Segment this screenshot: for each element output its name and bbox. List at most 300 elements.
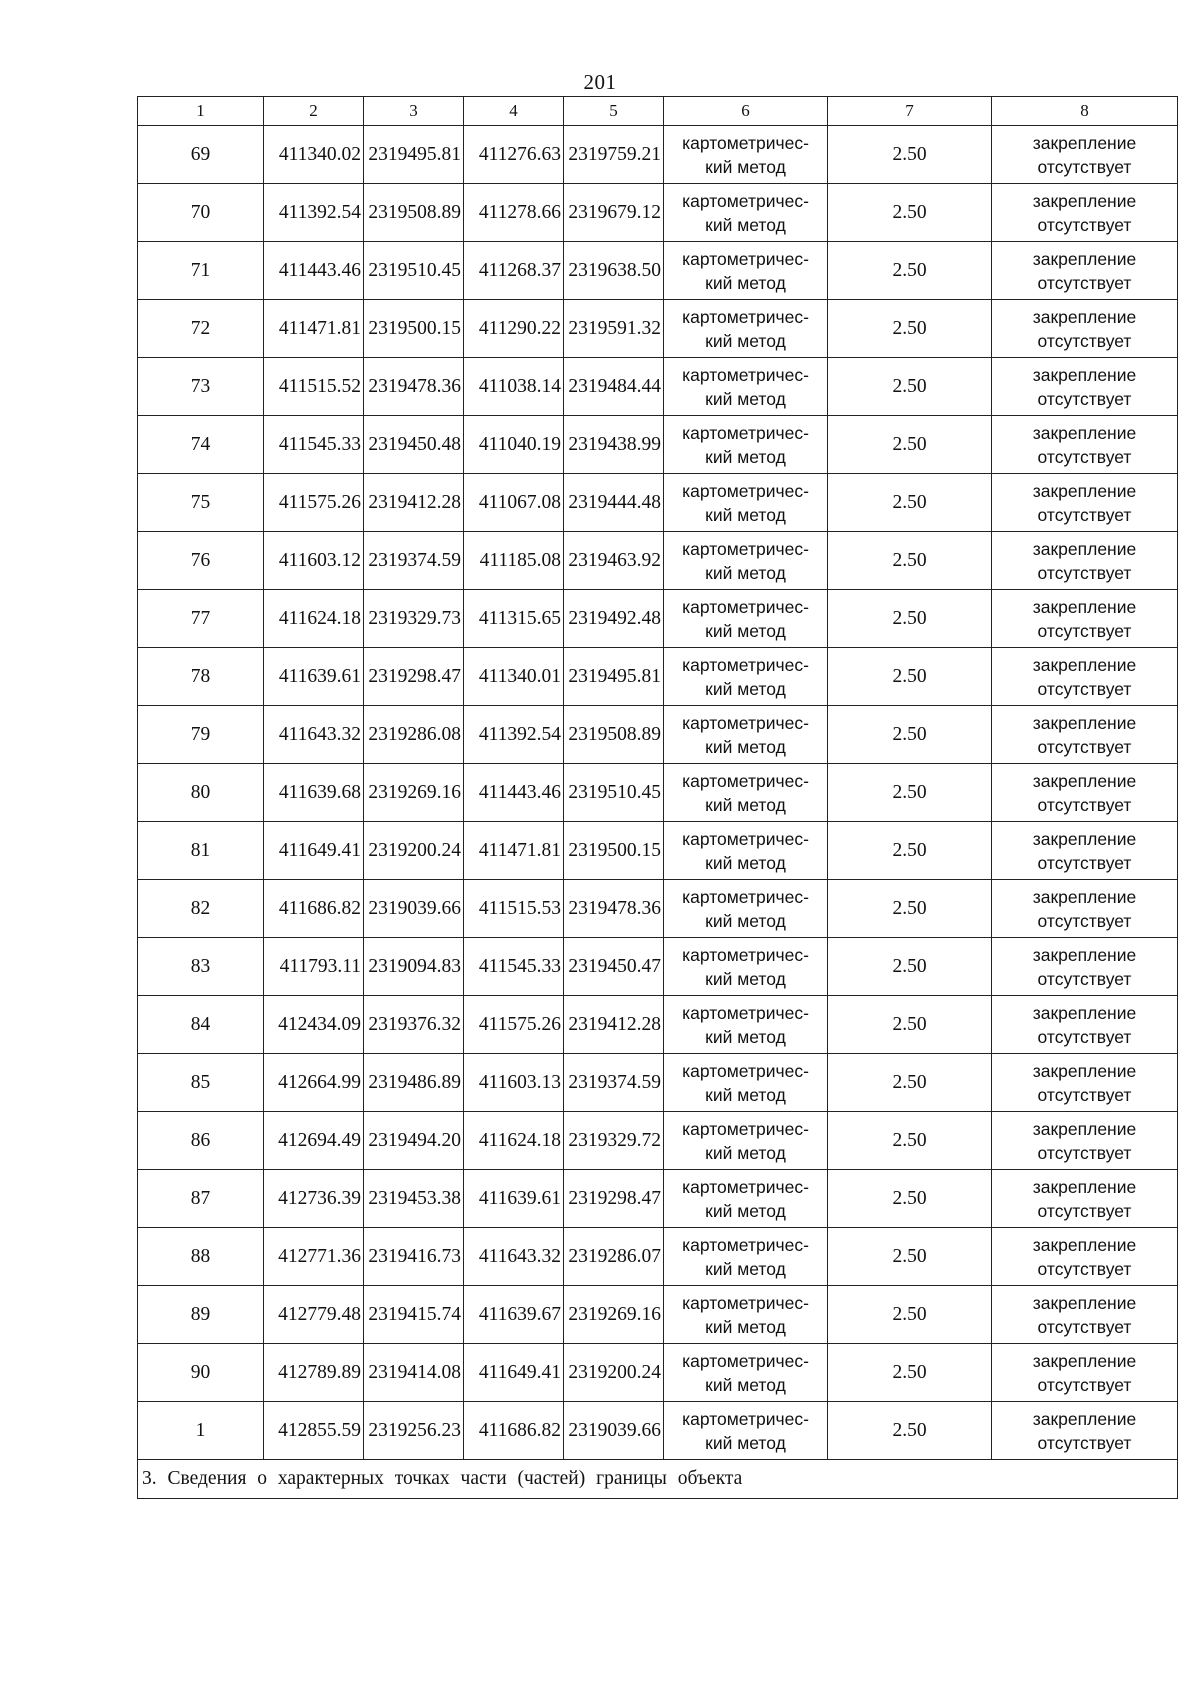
accuracy-cell: 2.50 bbox=[828, 648, 992, 706]
coordinate-cell: 2319679.12 bbox=[564, 184, 664, 242]
fixation-cell bbox=[992, 1054, 1178, 1112]
method-text: кий метод bbox=[705, 620, 786, 641]
method-text: кий метод bbox=[705, 678, 786, 699]
coordinate-cell: 2319508.89 bbox=[364, 184, 464, 242]
coordinate-cell: 411443.46 bbox=[264, 242, 364, 300]
coordinate-cell: 2319638.50 bbox=[564, 242, 664, 300]
method-cell bbox=[664, 474, 828, 532]
coordinate-cell: 2319450.48 bbox=[364, 416, 464, 474]
coordinate-cell: 2319200.24 bbox=[564, 1344, 664, 1402]
coordinate-cell: 411575.26 bbox=[264, 474, 364, 532]
fixation-text: отсутствует bbox=[1037, 1432, 1132, 1453]
coordinate-cell: 2319412.28 bbox=[564, 996, 664, 1054]
fixation-cell bbox=[992, 590, 1178, 648]
method-cell bbox=[664, 1228, 828, 1286]
accuracy-cell: 2.50 bbox=[828, 416, 992, 474]
point-number-cell: 69 bbox=[138, 126, 264, 184]
method-cell bbox=[664, 1344, 828, 1402]
coordinate-cell: 411340.02 bbox=[264, 126, 364, 184]
coordinate-cell: 2319478.36 bbox=[364, 358, 464, 416]
coordinate-cell: 2319495.81 bbox=[564, 648, 664, 706]
point-number-cell: 83 bbox=[138, 938, 264, 996]
coordinate-cell: 411038.14 bbox=[464, 358, 564, 416]
fixation-cell bbox=[992, 1344, 1178, 1402]
coordinate-cell: 2319450.47 bbox=[564, 938, 664, 996]
fixation-text: отсутствует bbox=[1037, 1026, 1132, 1047]
fixation-text: закрепление bbox=[1032, 1118, 1137, 1139]
fixation-text: закрепление bbox=[1032, 596, 1137, 617]
coordinate-cell: 411278.66 bbox=[464, 184, 564, 242]
coordinate-cell: 412694.49 bbox=[264, 1112, 364, 1170]
method-text: кий метод bbox=[705, 1258, 786, 1279]
point-number-cell: 74 bbox=[138, 416, 264, 474]
method-cell bbox=[664, 1112, 828, 1170]
coordinate-cell: 2319510.45 bbox=[364, 242, 464, 300]
coordinate-cell: 2319494.20 bbox=[364, 1112, 464, 1170]
coordinate-cell: 411624.18 bbox=[264, 590, 364, 648]
method-text: кий метод bbox=[705, 446, 786, 467]
coordinate-cell: 411643.32 bbox=[264, 706, 364, 764]
accuracy-cell: 2.50 bbox=[828, 126, 992, 184]
method-text: кий метод bbox=[705, 504, 786, 525]
point-number-cell: 80 bbox=[138, 764, 264, 822]
coordinate-cell: 2319414.08 bbox=[364, 1344, 464, 1402]
point-number-cell: 78 bbox=[138, 648, 264, 706]
coordinate-cell: 411686.82 bbox=[264, 880, 364, 938]
fixation-text: закрепление bbox=[1032, 132, 1137, 153]
coordinate-cell: 2319039.66 bbox=[564, 1402, 664, 1460]
fixation-cell bbox=[992, 1228, 1178, 1286]
page-number: 201 bbox=[583, 70, 617, 94]
coordinate-cell: 411392.54 bbox=[464, 706, 564, 764]
coordinate-cell: 2319484.44 bbox=[564, 358, 664, 416]
coordinate-cell: 2319486.89 bbox=[364, 1054, 464, 1112]
coordinate-cell: 411471.81 bbox=[464, 822, 564, 880]
point-number-cell: 82 bbox=[138, 880, 264, 938]
method-text: кий метод bbox=[705, 562, 786, 583]
method-text: кий метод bbox=[705, 272, 786, 293]
coordinate-cell: 411639.68 bbox=[264, 764, 364, 822]
method-text: картометричес- bbox=[682, 538, 809, 559]
coordinate-cell: 2319416.73 bbox=[364, 1228, 464, 1286]
fixation-text: отсутствует bbox=[1037, 620, 1132, 641]
coordinate-cell: 412736.39 bbox=[264, 1170, 364, 1228]
accuracy-cell: 2.50 bbox=[828, 1112, 992, 1170]
method-text: кий метод bbox=[705, 388, 786, 409]
coordinate-cell: 411185.08 bbox=[464, 532, 564, 590]
accuracy-cell: 2.50 bbox=[828, 474, 992, 532]
fixation-cell bbox=[992, 1112, 1178, 1170]
method-text: кий метод bbox=[705, 1200, 786, 1221]
method-cell bbox=[664, 242, 828, 300]
fixation-text: закрепление bbox=[1032, 1234, 1137, 1255]
table-row bbox=[138, 1286, 1178, 1344]
fixation-cell bbox=[992, 416, 1178, 474]
table-row bbox=[138, 1228, 1178, 1286]
method-text: кий метод bbox=[705, 214, 786, 235]
coordinate-cell: 2319492.48 bbox=[564, 590, 664, 648]
point-number-cell: 70 bbox=[138, 184, 264, 242]
method-text: картометричес- bbox=[682, 1234, 809, 1255]
fixation-text: закрепление bbox=[1032, 1292, 1137, 1313]
fixation-text: закрепление bbox=[1032, 886, 1137, 907]
method-text: кий метод bbox=[705, 910, 786, 931]
coordinate-cell: 411515.52 bbox=[264, 358, 364, 416]
fixation-text: отсутствует bbox=[1037, 330, 1132, 351]
method-text: кий метод bbox=[705, 1316, 786, 1337]
coordinate-cell: 412855.59 bbox=[264, 1402, 364, 1460]
fixation-text: отсутствует bbox=[1037, 1084, 1132, 1105]
method-cell bbox=[664, 764, 828, 822]
fixation-text: закрепление bbox=[1032, 190, 1137, 211]
method-text: кий метод bbox=[705, 156, 786, 177]
method-text: картометричес- bbox=[682, 1002, 809, 1023]
method-text: картометричес- bbox=[682, 1176, 809, 1197]
accuracy-cell: 2.50 bbox=[828, 300, 992, 358]
method-text: картометричес- bbox=[682, 654, 809, 675]
accuracy-cell: 2.50 bbox=[828, 764, 992, 822]
table-row bbox=[138, 880, 1178, 938]
section-heading: 3. Сведения о характерных точках части (частей) границы объекта bbox=[138, 1460, 1178, 1499]
coordinate-cell: 411639.67 bbox=[464, 1286, 564, 1344]
coordinate-cell: 411575.26 bbox=[464, 996, 564, 1054]
coordinate-cell: 411340.01 bbox=[464, 648, 564, 706]
coordinate-cell: 2319039.66 bbox=[364, 880, 464, 938]
table-row bbox=[138, 300, 1178, 358]
fixation-cell bbox=[992, 242, 1178, 300]
accuracy-cell: 2.50 bbox=[828, 358, 992, 416]
method-text: кий метод bbox=[705, 736, 786, 757]
fixation-text: закрепление bbox=[1032, 364, 1137, 385]
table-header-row bbox=[138, 97, 1178, 126]
method-cell bbox=[664, 996, 828, 1054]
fixation-cell bbox=[992, 358, 1178, 416]
table-row bbox=[138, 358, 1178, 416]
fixation-text: отсутствует bbox=[1037, 1258, 1132, 1279]
coordinate-cell: 411545.33 bbox=[264, 416, 364, 474]
coordinate-cell: 2319495.81 bbox=[364, 126, 464, 184]
method-cell bbox=[664, 358, 828, 416]
coordinate-cell: 411315.65 bbox=[464, 590, 564, 648]
coordinate-cell: 2319374.59 bbox=[564, 1054, 664, 1112]
fixation-text: отсутствует bbox=[1037, 562, 1132, 583]
point-number-cell: 86 bbox=[138, 1112, 264, 1170]
point-number-cell: 77 bbox=[138, 590, 264, 648]
fixation-cell bbox=[992, 822, 1178, 880]
fixation-text: закрепление bbox=[1032, 422, 1137, 443]
table-row bbox=[138, 822, 1178, 880]
coordinate-cell: 2319200.24 bbox=[364, 822, 464, 880]
column-header: 6 bbox=[664, 97, 828, 126]
fixation-text: закрепление bbox=[1032, 1002, 1137, 1023]
method-cell bbox=[664, 126, 828, 184]
coordinate-cell: 2319500.15 bbox=[564, 822, 664, 880]
column-header: 5 bbox=[564, 97, 664, 126]
method-cell bbox=[664, 300, 828, 358]
coordinate-cell: 411276.63 bbox=[464, 126, 564, 184]
method-text: картометричес- bbox=[682, 1292, 809, 1313]
fixation-cell bbox=[992, 474, 1178, 532]
coordinate-cell: 411040.19 bbox=[464, 416, 564, 474]
coordinate-cell: 2319374.59 bbox=[364, 532, 464, 590]
fixation-text: закрепление bbox=[1032, 1408, 1137, 1429]
method-text: картометричес- bbox=[682, 306, 809, 327]
method-text: картометричес- bbox=[682, 1408, 809, 1429]
table-row bbox=[138, 1112, 1178, 1170]
method-text: картометричес- bbox=[682, 1060, 809, 1081]
coordinate-cell: 2319478.36 bbox=[564, 880, 664, 938]
coordinate-cell: 411290.22 bbox=[464, 300, 564, 358]
coordinate-cell: 412779.48 bbox=[264, 1286, 364, 1344]
column-header: 7 bbox=[828, 97, 992, 126]
method-text: картометричес- bbox=[682, 1350, 809, 1371]
coordinate-cell: 2319759.21 bbox=[564, 126, 664, 184]
point-number-cell: 73 bbox=[138, 358, 264, 416]
accuracy-cell: 2.50 bbox=[828, 822, 992, 880]
table-row bbox=[138, 416, 1178, 474]
coordinate-cell: 412771.36 bbox=[264, 1228, 364, 1286]
method-cell bbox=[664, 706, 828, 764]
column-header: 2 bbox=[264, 97, 364, 126]
method-cell bbox=[664, 184, 828, 242]
fixation-cell bbox=[992, 1286, 1178, 1344]
method-cell bbox=[664, 416, 828, 474]
point-number-cell: 85 bbox=[138, 1054, 264, 1112]
column-header: 8 bbox=[992, 97, 1178, 126]
fixation-text: отсутствует bbox=[1037, 272, 1132, 293]
point-number-cell: 79 bbox=[138, 706, 264, 764]
method-text: картометричес- bbox=[682, 132, 809, 153]
method-text: картометричес- bbox=[682, 422, 809, 443]
fixation-cell bbox=[992, 706, 1178, 764]
table-row bbox=[138, 764, 1178, 822]
fixation-text: закрепление bbox=[1032, 538, 1137, 559]
accuracy-cell: 2.50 bbox=[828, 1054, 992, 1112]
column-header: 4 bbox=[464, 97, 564, 126]
fixation-cell bbox=[992, 126, 1178, 184]
coordinate-cell: 2319094.83 bbox=[364, 938, 464, 996]
method-text: кий метод bbox=[705, 968, 786, 989]
accuracy-cell: 2.50 bbox=[828, 532, 992, 590]
table-row bbox=[138, 1344, 1178, 1402]
table-row bbox=[138, 1402, 1178, 1460]
accuracy-cell: 2.50 bbox=[828, 1170, 992, 1228]
method-text: кий метод bbox=[705, 1084, 786, 1105]
fixation-cell bbox=[992, 996, 1178, 1054]
accuracy-cell: 2.50 bbox=[828, 996, 992, 1054]
coordinate-cell: 411686.82 bbox=[464, 1402, 564, 1460]
fixation-text: закрепление bbox=[1032, 944, 1137, 965]
accuracy-cell: 2.50 bbox=[828, 706, 992, 764]
coordinate-cell: 2319438.99 bbox=[564, 416, 664, 474]
coordinate-cell: 2319510.45 bbox=[564, 764, 664, 822]
coordinate-cell: 2319415.74 bbox=[364, 1286, 464, 1344]
method-cell bbox=[664, 880, 828, 938]
table-row bbox=[138, 996, 1178, 1054]
accuracy-cell: 2.50 bbox=[828, 590, 992, 648]
method-text: кий метод bbox=[705, 1432, 786, 1453]
fixation-text: отсутствует bbox=[1037, 852, 1132, 873]
table-row bbox=[138, 242, 1178, 300]
table-row bbox=[138, 126, 1178, 184]
method-cell bbox=[664, 1286, 828, 1344]
fixation-cell bbox=[992, 648, 1178, 706]
coordinate-cell: 2319453.38 bbox=[364, 1170, 464, 1228]
method-text: картометричес- bbox=[682, 886, 809, 907]
method-text: кий метод bbox=[705, 1026, 786, 1047]
coordinate-cell: 2319508.89 bbox=[564, 706, 664, 764]
fixation-cell bbox=[992, 300, 1178, 358]
method-cell bbox=[664, 1402, 828, 1460]
accuracy-cell: 2.50 bbox=[828, 242, 992, 300]
point-number-cell: 84 bbox=[138, 996, 264, 1054]
fixation-text: отсутствует bbox=[1037, 736, 1132, 757]
fixation-text: закрепление bbox=[1032, 770, 1137, 791]
coordinate-cell: 411649.41 bbox=[464, 1344, 564, 1402]
table-row bbox=[138, 1054, 1178, 1112]
method-text: кий метод bbox=[705, 1374, 786, 1395]
fixation-cell bbox=[992, 1170, 1178, 1228]
table-row bbox=[138, 474, 1178, 532]
fixation-text: закрепление bbox=[1032, 654, 1137, 675]
coordinate-cell: 2319591.32 bbox=[564, 300, 664, 358]
method-text: картометричес- bbox=[682, 944, 809, 965]
coordinate-cell: 411471.81 bbox=[264, 300, 364, 358]
method-cell bbox=[664, 938, 828, 996]
coordinate-cell: 2319329.72 bbox=[564, 1112, 664, 1170]
column-header: 1 bbox=[138, 97, 264, 126]
method-text: кий метод bbox=[705, 330, 786, 351]
point-number-cell: 88 bbox=[138, 1228, 264, 1286]
coordinate-cell: 2319412.28 bbox=[364, 474, 464, 532]
coordinate-cell: 2319269.16 bbox=[364, 764, 464, 822]
method-cell bbox=[664, 648, 828, 706]
method-text: кий метод bbox=[705, 794, 786, 815]
fixation-text: отсутствует bbox=[1037, 968, 1132, 989]
accuracy-cell: 2.50 bbox=[828, 1344, 992, 1402]
fixation-text: закрепление bbox=[1032, 306, 1137, 327]
fixation-cell bbox=[992, 184, 1178, 242]
accuracy-cell: 2.50 bbox=[828, 1286, 992, 1344]
coordinate-cell: 411639.61 bbox=[464, 1170, 564, 1228]
accuracy-cell: 2.50 bbox=[828, 1402, 992, 1460]
fixation-text: закрепление bbox=[1032, 1350, 1137, 1371]
coordinate-cell: 2319298.47 bbox=[564, 1170, 664, 1228]
method-text: картометричес- bbox=[682, 190, 809, 211]
fixation-cell bbox=[992, 1402, 1178, 1460]
fixation-text: отсутствует bbox=[1037, 910, 1132, 931]
fixation-text: отсутствует bbox=[1037, 678, 1132, 699]
coordinate-cell: 411515.53 bbox=[464, 880, 564, 938]
coordinate-cell: 411545.33 bbox=[464, 938, 564, 996]
fixation-text: отсутствует bbox=[1037, 156, 1132, 177]
column-header: 3 bbox=[364, 97, 464, 126]
method-cell bbox=[664, 822, 828, 880]
fixation-text: отсутствует bbox=[1037, 1316, 1132, 1337]
method-text: картометричес- bbox=[682, 596, 809, 617]
point-number-cell: 87 bbox=[138, 1170, 264, 1228]
fixation-text: отсутствует bbox=[1037, 214, 1132, 235]
method-cell bbox=[664, 532, 828, 590]
coordinate-cell: 412664.99 bbox=[264, 1054, 364, 1112]
table-row bbox=[138, 648, 1178, 706]
method-text: картометричес- bbox=[682, 1118, 809, 1139]
coordinate-cell: 411793.11 bbox=[264, 938, 364, 996]
accuracy-cell: 2.50 bbox=[828, 1228, 992, 1286]
coordinate-cell: 411603.13 bbox=[464, 1054, 564, 1112]
method-text: картометричес- bbox=[682, 828, 809, 849]
coordinate-cell: 2319329.73 bbox=[364, 590, 464, 648]
fixation-text: отсутствует bbox=[1037, 1142, 1132, 1163]
accuracy-cell: 2.50 bbox=[828, 938, 992, 996]
table-row bbox=[138, 590, 1178, 648]
point-number-cell: 71 bbox=[138, 242, 264, 300]
coordinate-cell: 411067.08 bbox=[464, 474, 564, 532]
table-row bbox=[138, 184, 1178, 242]
coordinate-cell: 2319286.08 bbox=[364, 706, 464, 764]
coordinate-cell: 412434.09 bbox=[264, 996, 364, 1054]
fixation-text: отсутствует bbox=[1037, 504, 1132, 525]
fixation-text: закрепление bbox=[1032, 1176, 1137, 1197]
coordinate-cell: 2319444.48 bbox=[564, 474, 664, 532]
point-number-cell: 81 bbox=[138, 822, 264, 880]
point-number-cell: 72 bbox=[138, 300, 264, 358]
fixation-text: отсутствует bbox=[1037, 1200, 1132, 1221]
fixation-text: закрепление bbox=[1032, 712, 1137, 733]
coordinate-cell: 411643.32 bbox=[464, 1228, 564, 1286]
point-number-cell: 90 bbox=[138, 1344, 264, 1402]
coordinate-cell: 2319256.23 bbox=[364, 1402, 464, 1460]
section-footer-row bbox=[138, 1460, 1178, 1499]
coordinate-cell: 2319463.92 bbox=[564, 532, 664, 590]
point-number-cell: 1 bbox=[138, 1402, 264, 1460]
method-text: картометричес- bbox=[682, 712, 809, 733]
method-text: кий метод bbox=[705, 1142, 786, 1163]
coordinate-cell: 411603.12 bbox=[264, 532, 364, 590]
fixation-cell bbox=[992, 532, 1178, 590]
fixation-text: отсутствует bbox=[1037, 446, 1132, 467]
method-text: картометричес- bbox=[682, 770, 809, 791]
coordinate-cell: 2319298.47 bbox=[364, 648, 464, 706]
method-text: картометричес- bbox=[682, 248, 809, 269]
coordinate-cell: 411392.54 bbox=[264, 184, 364, 242]
fixation-text: отсутствует bbox=[1037, 388, 1132, 409]
coordinate-cell: 411639.61 bbox=[264, 648, 364, 706]
fixation-text: закрепление bbox=[1032, 1060, 1137, 1081]
fixation-text: закрепление bbox=[1032, 248, 1137, 269]
coordinate-cell: 411649.41 bbox=[264, 822, 364, 880]
fixation-cell bbox=[992, 938, 1178, 996]
table-row bbox=[138, 938, 1178, 996]
accuracy-cell: 2.50 bbox=[828, 880, 992, 938]
fixation-text: отсутствует bbox=[1037, 794, 1132, 815]
fixation-text: закрепление bbox=[1032, 480, 1137, 501]
table-row bbox=[138, 706, 1178, 764]
coordinate-cell: 411268.37 bbox=[464, 242, 564, 300]
coordinate-cell: 2319376.32 bbox=[364, 996, 464, 1054]
method-cell bbox=[664, 1170, 828, 1228]
fixation-text: закрепление bbox=[1032, 828, 1137, 849]
fixation-cell bbox=[992, 880, 1178, 938]
table-body bbox=[138, 126, 1178, 1499]
coordinate-cell: 411624.18 bbox=[464, 1112, 564, 1170]
point-number-cell: 76 bbox=[138, 532, 264, 590]
fixation-text: отсутствует bbox=[1037, 1374, 1132, 1395]
coordinate-cell: 2319269.16 bbox=[564, 1286, 664, 1344]
method-cell bbox=[664, 590, 828, 648]
coordinate-cell: 412789.89 bbox=[264, 1344, 364, 1402]
table-row bbox=[138, 1170, 1178, 1228]
